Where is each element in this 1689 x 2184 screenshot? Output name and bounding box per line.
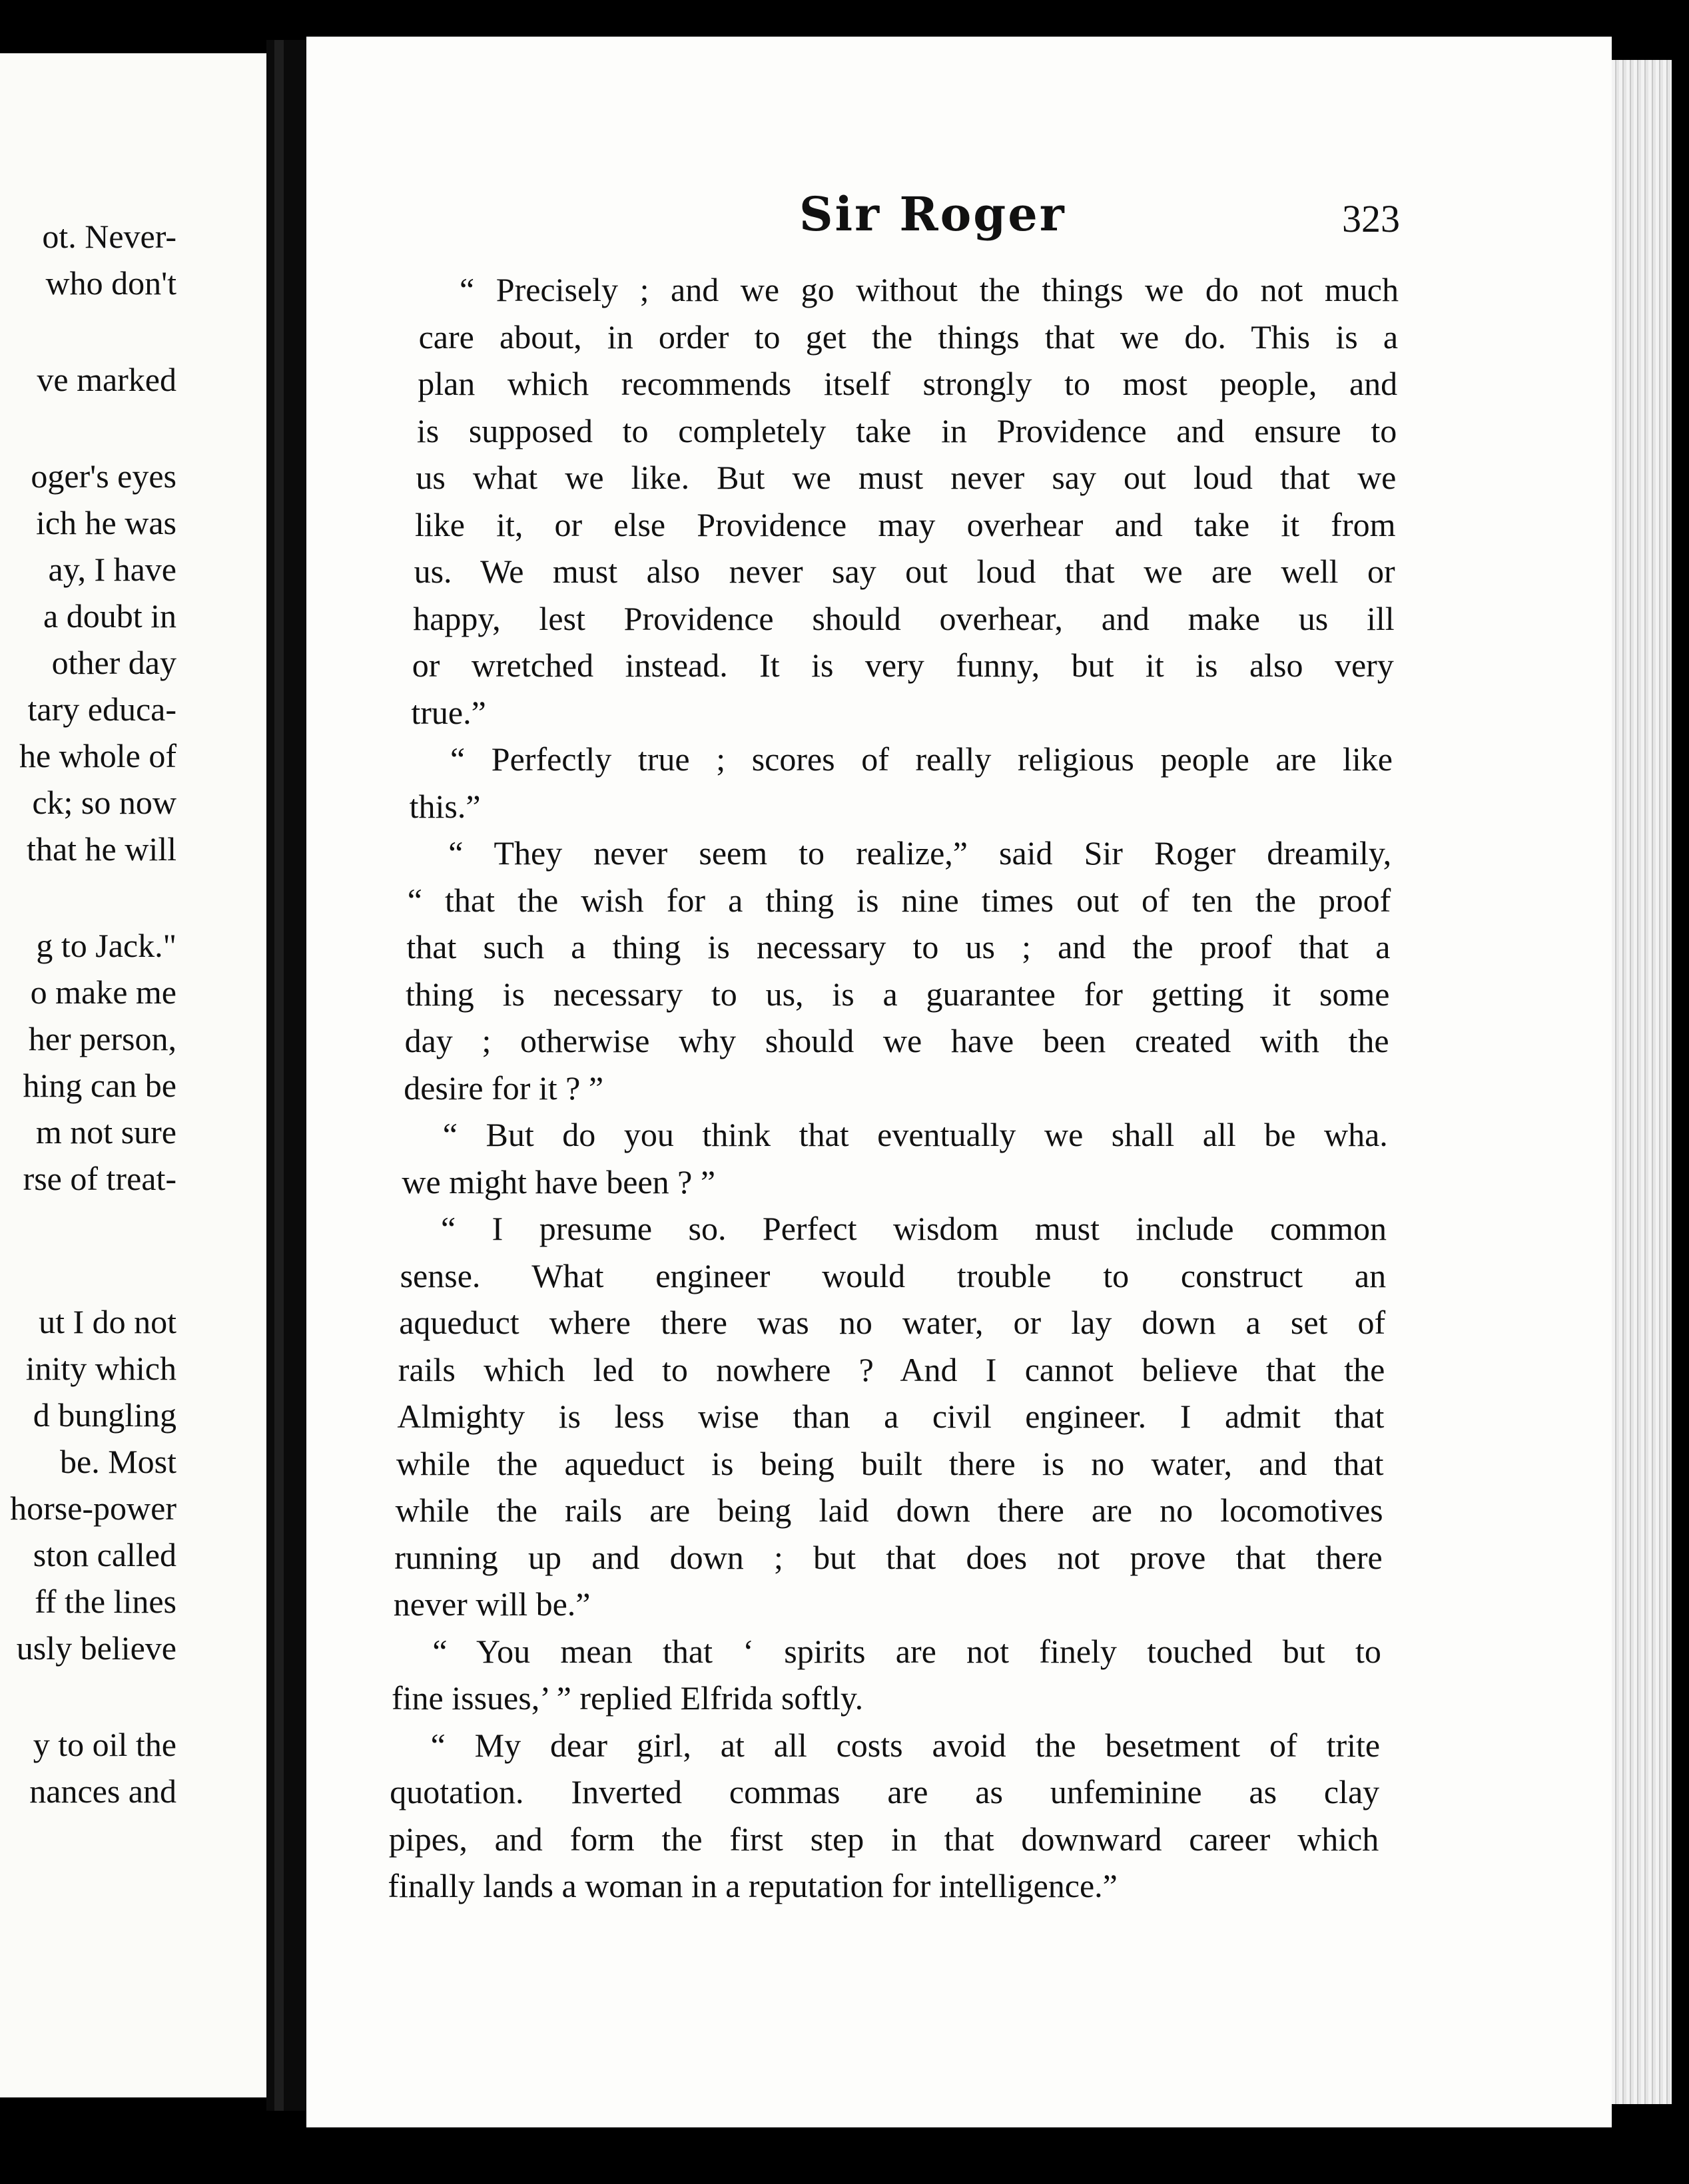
body-line: us what we like. But we must never say out loud that we [416, 459, 1397, 496]
body-line: us. We must also never say out loud that we are well or [414, 553, 1395, 590]
body-line: “ You mean that ‘ spirits are not finely touched but to [432, 1632, 1381, 1670]
body-line: true.” [411, 693, 486, 731]
left-page-line: who don't [45, 264, 176, 302]
body-line: sense. What engineer would trouble to construct an [400, 1256, 1387, 1294]
left-page-line: tary educa- [27, 690, 176, 728]
body-line: fine issues,’ ” replied Elfrida softly. [392, 1679, 864, 1717]
left-page-line: that he will [27, 830, 176, 868]
body-line: running up and down ; but that does not prove that there [394, 1538, 1383, 1576]
body-line: quotation. Inverted commas are as unfeminine as clay [390, 1773, 1380, 1810]
body-line: while the aqueduct is being built there is no water, and that [396, 1444, 1384, 1482]
left-page-line: usly believe [16, 1629, 176, 1667]
body-line: plan which recommends itself strongly to most people, and [418, 365, 1398, 402]
left-page-line: oger's eyes [31, 457, 176, 495]
body-line: aqueduct where there was no water, or lay down a set of [399, 1304, 1386, 1341]
left-page-line: be. Most [60, 1443, 176, 1480]
body-line: day ; otherwise why should we have been created with the [404, 1022, 1389, 1059]
left-page-line: a doubt in [43, 597, 176, 635]
body-line: Almighty is less wise than a civil engineer. I admit that [397, 1398, 1385, 1435]
body-line: desire for it ? ” [404, 1069, 604, 1107]
body-line: “ Perfectly true ; scores of really religious people are like [450, 740, 1393, 778]
left-page-line: hing can be [23, 1067, 176, 1104]
left-page-line: ve marked [37, 361, 176, 398]
body-line: “ Precisely ; and we go without the things we do not much [460, 271, 1399, 308]
page-number: 323 [1342, 197, 1400, 240]
left-page-line: ich he was [35, 504, 176, 541]
left-page-line: inity which [25, 1350, 176, 1387]
page-edges [1612, 60, 1672, 2104]
body-line: like it, or else Providence may overhear and take it from [415, 505, 1396, 543]
body-line: “ My dear girl, at all costs avoid the besetment of trite [430, 1726, 1381, 1764]
body-line: “ But do you think that eventually we shall all be wha. [442, 1116, 1388, 1153]
body-line: finally lands a woman in a reputation for intelligence.” [388, 1867, 1118, 1904]
left-page-line: o make me [30, 973, 176, 1011]
book-gutter [266, 40, 306, 2111]
body-line: “ They never seem to realize,” said Sir Roger dreamily, [448, 834, 1392, 872]
body-line: thing is necessary to us, is a guarantee for getting it some [406, 975, 1390, 1013]
left-page-line: g to Jack." [36, 927, 176, 964]
body-line: care about, in order to get the things that we do. This is a [418, 318, 1399, 356]
body-line: this.” [409, 787, 481, 825]
left-page-line: m not sure [35, 1113, 176, 1151]
body-line: or wretched instead. It is very funny, but it is also very [412, 647, 1394, 684]
running-head: Sir Roger [799, 186, 1066, 242]
left-page-line: ut I do not [39, 1303, 176, 1340]
right-page [306, 37, 1612, 2127]
left-page-line: rse of treat- [23, 1160, 176, 1197]
body-line: never will be.” [393, 1585, 591, 1623]
body-line: while the rails are being laid down there are no locomotives [395, 1492, 1383, 1529]
left-page-line: he whole of [19, 737, 176, 774]
body-line: rails which led to nowhere ? And I cannot believe that the [398, 1350, 1385, 1388]
left-page-line: y to oil the [33, 1726, 176, 1763]
left-page-line: her person, [28, 1020, 176, 1057]
left-page-line: other day [51, 644, 176, 681]
left-page-line: ot. Never- [42, 218, 176, 255]
left-page-line: ff the lines [35, 1583, 176, 1620]
left-page [0, 53, 266, 2097]
left-page-line: ck; so now [32, 784, 176, 821]
left-page-line: d bungling [33, 1396, 176, 1434]
left-page-line: ay, I have [48, 551, 176, 588]
body-line: happy, lest Providence should overhear, and make us ill [413, 599, 1395, 637]
body-line: pipes, and form the first step in that downward career which [388, 1820, 1379, 1858]
left-page-line: horse-power [10, 1490, 176, 1527]
body-line: “ that the wish for a thing is nine times out of ten the proof [407, 881, 1391, 919]
gutter-edge [274, 40, 284, 2111]
body-line: we might have been ? ” [402, 1163, 716, 1201]
body-line: “ I presume so. Perfect wisdom must include common [441, 1210, 1387, 1247]
left-page-line: nances and [29, 1773, 176, 1810]
left-page-line: ston called [33, 1536, 176, 1573]
body-line: that such a thing is necessary to us ; and the proof that a [406, 928, 1391, 965]
body-line: is supposed to completely take in Providence and ensure to [416, 411, 1397, 449]
